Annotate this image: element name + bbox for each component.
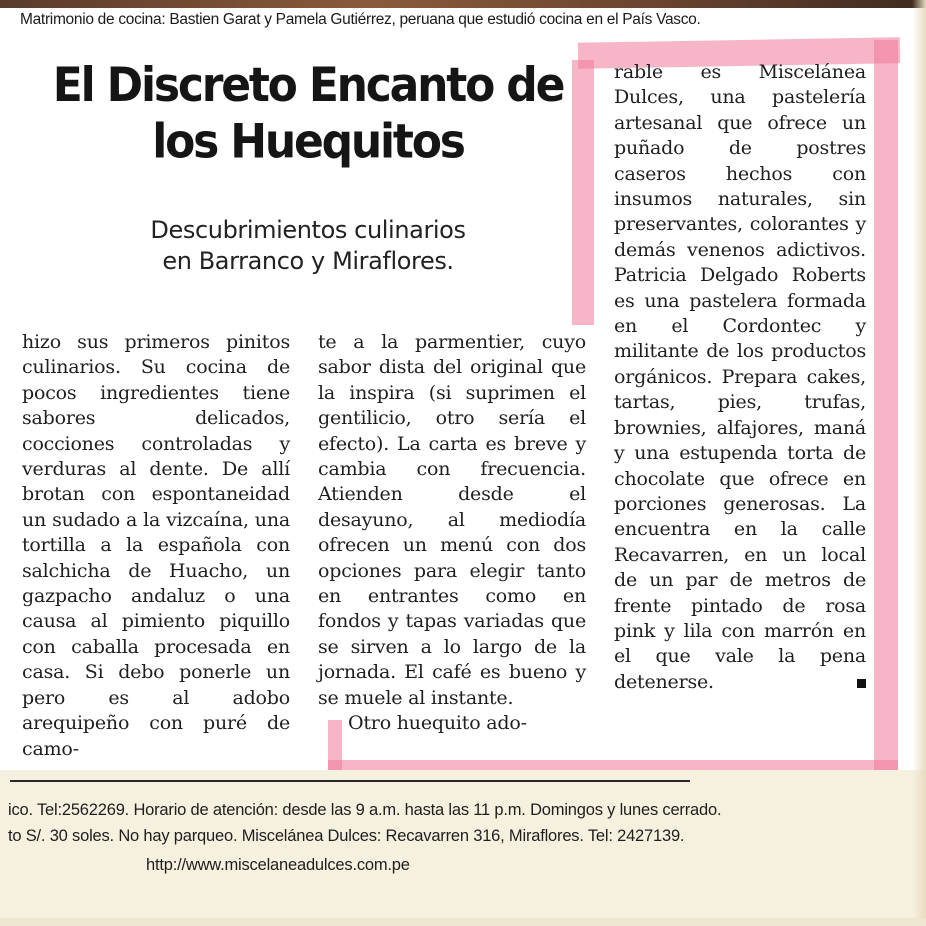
page-edge-shadow xyxy=(912,0,926,926)
headline-line-2: los Huequitos xyxy=(152,114,464,170)
page-bottom-edge xyxy=(0,918,926,926)
photo-caption: Matrimonio de cocina: Bastien Garat y Pamela Gutiérrez, peruana que estudió cocina en el País Vasco. xyxy=(20,11,701,28)
article-column-2 xyxy=(318,330,586,737)
column-1-text: hizo sus primeros pinitos culinarios. Su cocina de pocos ingredientes tiene sabores delicados, cocciones controladas y verduras al dente. De allí brotan con espontaneidad un sudado a la vizcaína, una tortilla a la española con salchicha de Huacho, un gazpacho andaluz o una causa al pimiento piquillo con caballa procesada en casa. Si debo ponerle un pero es al adobo arequipeño con puré de camo- xyxy=(22,331,290,760)
info-line-2: to S/. 30 soles. No hay parqueo. Miscelánea Dulces: Recavarren 316, Miraflores. Tel: 2427139. xyxy=(8,827,685,845)
info-line-1: ico. Tel:2562269. Horario de atención: desde las 9 a.m. hasta las 11 p.m. Domingos y lunes cerrado. xyxy=(8,801,722,819)
column-2-text: te a la parmentier, cuyo sabor dista del original que la inspira (si suprimen el gentilicio, otro sería el efecto). La carta es breve y cambia con frecuencia. Atienden desde el desayuno, al mediodía ofrecen un menú con dos opciones para elegir tanto en entrantes como en fondos y tapas variadas que se sirven a lo largo de la jornada. El café es bueno y se muele al instante. xyxy=(318,331,586,709)
photo-edge xyxy=(0,0,926,8)
headline-line-1: El Discreto Encanto de xyxy=(52,58,564,114)
article-column-3 xyxy=(614,60,866,695)
article-column-1 xyxy=(22,330,290,762)
divider-rule xyxy=(10,780,690,782)
highlight-mark-right xyxy=(874,40,898,780)
column-3-body: rable es Miscelánea Dulces, una pastelería artesanal que ofrece un puñado de postres caseros hechos con insumos naturales, sin preservantes, colorantes y demás venenos adictivos. Patricia Delgado Roberts es una pastelera formada en el Cordontec y militante de los productos orgánicos. Prepara cakes, tartas, pies, trufas, brownies, alfajores, maná y una estupenda torta de chocolate que ofrece en porciones generosas. La encuentra en la calle Recavarren, en un local de un par de metros de frente pintado de rosa pink y lila con marrón en el que vale la pena detenerse. xyxy=(614,61,866,693)
subhead-line-1: Descubrimientos culinarios xyxy=(150,216,466,244)
article-headline xyxy=(18,58,598,170)
column-3-text xyxy=(614,60,866,695)
subhead-line-2: en Barranco y Miraflores. xyxy=(162,247,454,275)
article-subhead xyxy=(18,215,598,277)
website-url: http://www.miscelaneadulces.com.pe xyxy=(146,856,410,874)
end-of-article-mark xyxy=(857,679,866,688)
column-2-paragraph-2: Otro huequito ado- xyxy=(348,712,527,735)
